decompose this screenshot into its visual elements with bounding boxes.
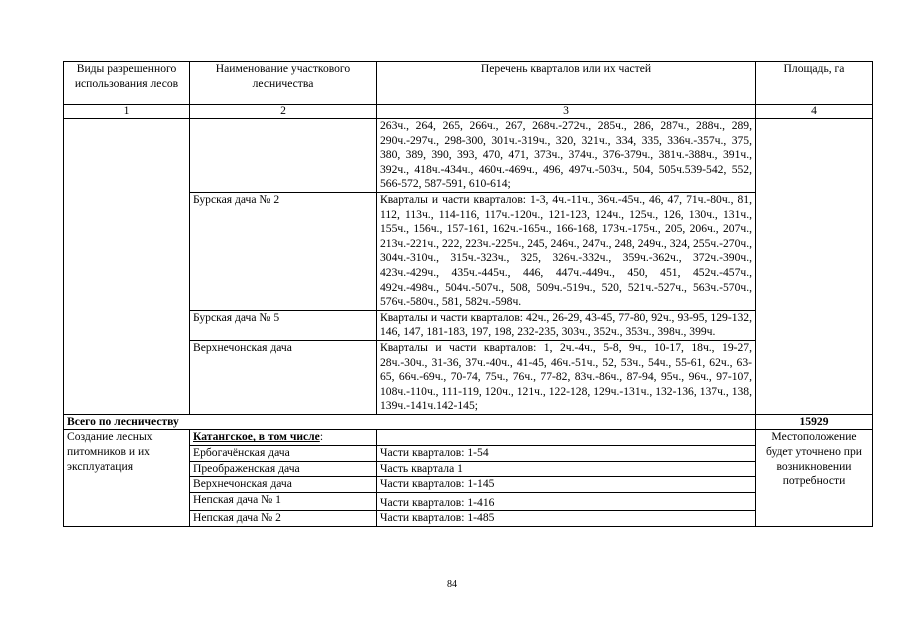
quarters-cell: Кварталы и части кварталов: 1, 2ч.-4ч., 5-8, 9ч., 10-17, 18ч., 19-27, 28ч.-30ч., 31-36, 37ч.-40ч., 41-45, 46ч.-51ч., 52, 53ч., 54ч., 55-61, 62ч., 63-65, 66ч.-69ч., 70-74, 75ч., 76ч., 77-82, 83ч.-86ч., 87-94, 95ч., 96ч., 97-107, 108ч.-110ч., 111-119, 120ч., 121ч., 122-128, 129ч.-131ч., 132-136, 137ч., 138, 139ч.-141ч.142-145;	[377, 340, 756, 414]
quarters-cell: Части кварталов: 1-145	[377, 477, 756, 493]
forestry-name-cell: Непская дача № 1	[190, 492, 377, 511]
nursery-forestry-colon: :	[319, 430, 324, 444]
forestry-name-cell: Бурская дача № 2	[190, 192, 377, 310]
quarters-cell: Части кварталов: 1-416	[377, 492, 756, 511]
forestry-name-cell: Верхнечонская дача	[190, 340, 377, 414]
table-row	[64, 119, 873, 193]
nursery-forestry-label: Катангское, в том числе	[193, 430, 320, 444]
header-forestry: Наименование участкового лесничества	[190, 62, 377, 105]
column-number: 2	[190, 105, 377, 119]
column-number: 1	[64, 105, 190, 119]
forestry-name-cell: Преображенская дача	[190, 461, 377, 477]
header-use-type: Виды разрешенного использования лесов	[64, 62, 190, 105]
nursery-area-note: Местоположение будет уточнено при возникновении потребности	[756, 430, 873, 527]
nursery-forestry-name	[190, 430, 377, 446]
quarters-cell: 263ч., 264, 265, 266ч., 267, 268ч.-272ч., 285ч., 286, 287ч., 288ч., 289, 290ч.-297ч., 298-300, 301ч.-319ч., 320, 321ч., 334, 335, 336ч.-357ч., 375, 380, 389, 390, 393, 470, 471, 373ч., 374ч., 376-379ч., 381ч.-388ч., 391ч., 392ч., 418ч.-434ч., 460ч.-469ч., 496, 497ч.-503ч., 504, 505ч.539-542, 552, 566-572, 587-591, 610-614;	[377, 119, 756, 193]
header-area: Площадь, га	[756, 62, 873, 105]
forestry-name-cell	[190, 119, 377, 193]
quarters-cell: Кварталы и части кварталов: 1-3, 4ч.-11ч., 36ч.-45ч., 46, 47, 71ч.-80ч., 81, 112, 113ч., 114-116, 117ч.-120ч., 121-123, 124ч., 125ч., 126, 130ч., 131ч., 155ч., 156ч., 157-161, 162ч.-165ч., 166-168, 173ч.-175ч., 205, 206ч., 207ч., 213ч.-221ч., 222, 223ч.-225ч., 245, 246ч., 247ч., 248, 249ч., 324, 255ч.-270ч., 304ч.-310ч., 315ч.-323ч., 325, 326ч.-332ч., 359ч.-362ч., 372ч.-390ч., 423ч.-429ч., 435ч.-445ч., 446, 447ч.-449ч., 450, 451, 452ч.-457ч., 492ч.-498ч., 504ч.-507ч., 508, 509ч.-519ч., 520, 521ч.-527ч., 563ч.-570ч., 576ч.-580ч., 581, 582ч.-598ч.	[377, 192, 756, 310]
column-number-row	[64, 105, 873, 119]
quarters-cell: Части кварталов: 1-54	[377, 446, 756, 462]
total-row	[64, 414, 873, 430]
forestry-name-cell: Ербогачёнская дача	[190, 446, 377, 462]
total-value: 15929	[756, 414, 873, 430]
forestry-name-cell: Непская дача № 2	[190, 511, 377, 527]
area-cell	[756, 119, 873, 415]
forestry-name-cell: Бурская дача № 5	[190, 310, 377, 340]
total-label: Всего по лесничеству	[64, 414, 756, 430]
quarters-cell: Часть квартала 1	[377, 461, 756, 477]
column-number: 3	[377, 105, 756, 119]
table-header-row	[64, 62, 873, 105]
forest-use-table	[63, 61, 873, 527]
forestry-name-cell: Верхнечонская дача	[190, 477, 377, 493]
nursery-use-type: Создание лесных питомников и их эксплуатация	[64, 430, 190, 527]
header-quarters: Перечень кварталов или их частей	[377, 62, 756, 105]
quarters-cell: Кварталы и части кварталов: 42ч., 26-29, 43-45, 77-80, 92ч., 93-95, 129-132, 146, 147, 181-183, 197, 198, 232-235, 303ч., 352ч., 353ч., 398ч., 399ч.	[377, 310, 756, 340]
quarters-cell	[377, 430, 756, 446]
quarters-cell: Части кварталов: 1-485	[377, 511, 756, 527]
use-type-cell	[64, 119, 190, 415]
nursery-header-row	[64, 430, 873, 446]
page-number: 84	[447, 579, 457, 590]
column-number: 4	[756, 105, 873, 119]
